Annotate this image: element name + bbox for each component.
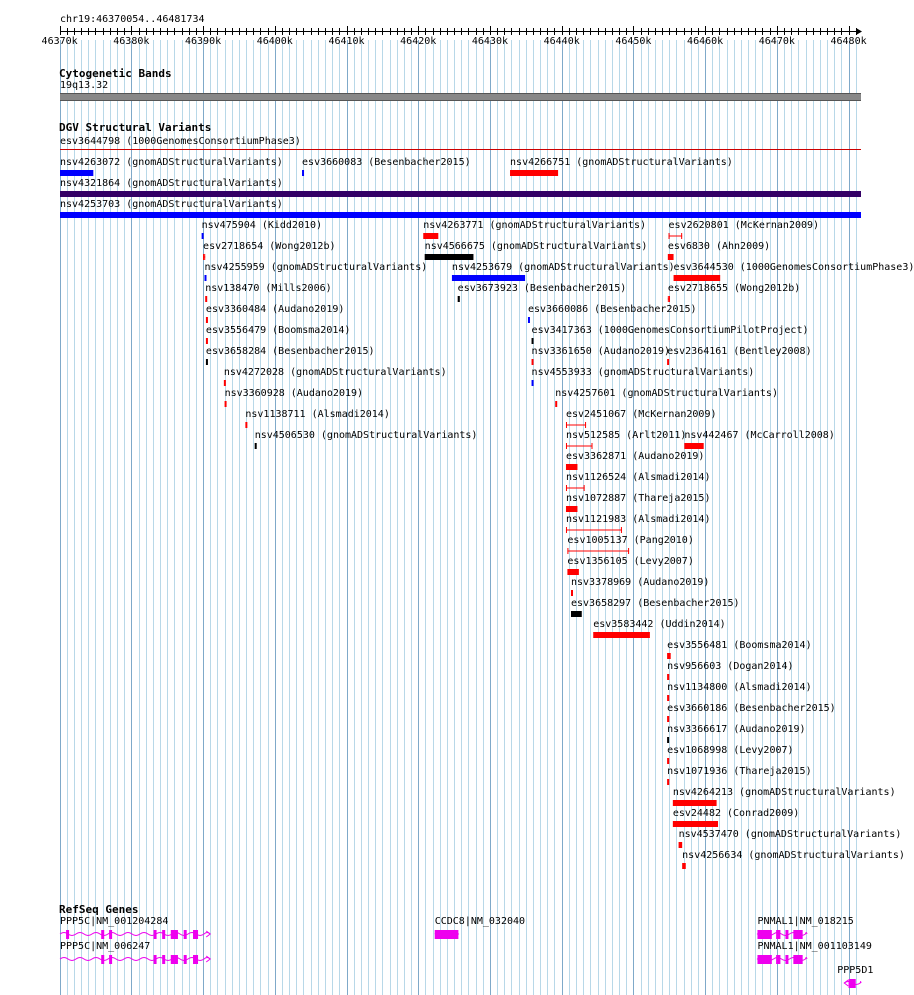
gene-exon[interactable]	[109, 930, 112, 939]
dgv-feature-label[interactable]: nsv512585 (Arlt2011)	[565, 430, 687, 441]
strand-arrow-icon	[206, 931, 210, 937]
gene-exon[interactable]	[793, 955, 802, 964]
gene-exon[interactable]	[101, 955, 104, 964]
gene-exon[interactable]	[757, 930, 771, 939]
gene-label[interactable]: PPP5C|NM_001204284	[60, 916, 169, 927]
ruler-tick-label: 46440k	[543, 36, 580, 47]
gene-exon[interactable]	[193, 930, 198, 939]
gene-label[interactable]: PPP5D1	[837, 965, 874, 976]
dgv-feature-label[interactable]: nsv1138711 (Alsmadi2014)	[245, 409, 390, 420]
refseq-track-title: RefSeq Genes	[59, 903, 139, 916]
strand-arrow-icon	[206, 956, 210, 962]
gene-exon[interactable]	[849, 979, 856, 988]
dgv-feature-label[interactable]: nsv1121983 (Alsmadi2014)	[565, 514, 711, 525]
dgv-track-title: DGV Structural Variants	[59, 121, 212, 134]
dgv-feature-label[interactable]: esv3417363 (1000GenomesConsortiumPilotProject)	[531, 325, 809, 336]
dgv-feature-label[interactable]: nsv4253703 (gnomADStructuralVariants)	[60, 199, 283, 210]
dgv-feature-label[interactable]: esv2718655 (Wong2012b)	[667, 283, 801, 294]
dgv-feature-label[interactable]: nsv4257601 (gnomADStructuralVariants)	[555, 388, 778, 399]
ruler-tick-label: 46430k	[471, 36, 508, 47]
gene-exon[interactable]	[184, 955, 187, 964]
ruler-tick-label: 46400k	[256, 36, 293, 47]
dgv-feature-label[interactable]: nsv475904 (Kidd2010)	[201, 220, 323, 231]
gene-exon[interactable]	[776, 930, 780, 939]
dgv-feature-label[interactable]: esv3658297 (Besenbacher2015)	[570, 598, 740, 609]
gene-label[interactable]: CCDC8|NM_032040	[434, 916, 526, 927]
dgv-feature-label[interactable]: esv3644798 (1000GenomesConsortiumPhase3)	[60, 136, 301, 147]
ruler-tick-label: 46480k	[830, 36, 867, 47]
dgv-feature-label[interactable]: nsv1071936 (Thareja2015)	[667, 766, 812, 777]
gene-exon[interactable]	[162, 930, 165, 939]
dgv-feature-label[interactable]: nsv4553933 (gnomADStructuralVariants)	[531, 367, 755, 378]
dgv-feature-label[interactable]: nsv4566675 (gnomADStructuralVariants)	[424, 241, 648, 252]
gene-exon[interactable]	[109, 955, 112, 964]
dgv-feature-label[interactable]: nsv4263771 (gnomADStructuralVariants)	[423, 220, 646, 231]
dgv-feature-label[interactable]: esv2718654 (Wong2012b)	[203, 241, 336, 252]
dgv-feature-label[interactable]: esv3360484 (Audano2019)	[205, 304, 345, 315]
dgv-feature-label[interactable]: nsv956603 (Dogan2014)	[667, 661, 794, 672]
dgv-feature-label[interactable]: nsv4255959 (gnomADStructuralVariants)	[204, 262, 428, 273]
cytoband-track-title: Cytogenetic Bands	[59, 67, 172, 80]
dgv-feature-label[interactable]: nsv4272028 (gnomADStructuralVariants)	[223, 367, 447, 378]
gene-label[interactable]: PNMAL1|NM_018215	[757, 916, 854, 927]
gene-intron	[60, 933, 210, 936]
dgv-feature-label[interactable]: nsv4506530 (gnomADStructuralVariants)	[254, 430, 478, 441]
dgv-feature-label[interactable]: esv3673923 (Besenbacher2015)	[457, 283, 627, 294]
dgv-feature-label[interactable]: nsv4266751 (gnomADStructuralVariants)	[510, 157, 733, 168]
dgv-feature-label[interactable]: nsv1134800 (Alsmadi2014)	[667, 682, 812, 693]
cytoband-label: 19q13.32	[60, 80, 109, 91]
gene-exon[interactable]	[435, 930, 459, 939]
strand-arrow-icon	[844, 980, 848, 986]
ruler-tick-label: 46390k	[184, 36, 222, 47]
dgv-feature-label[interactable]: nsv4253679 (gnomADStructuralVariants)	[451, 262, 675, 273]
ruler-tick-label: 46460k	[687, 36, 724, 47]
gene-exon[interactable]	[776, 955, 780, 964]
gene-exon[interactable]	[171, 955, 178, 964]
dgv-feature-label[interactable]: nsv4264213 (gnomADStructuralVariants)	[672, 787, 896, 798]
dgv-feature-label[interactable]: esv3658284 (Besenbacher2015)	[205, 346, 375, 357]
dgv-feature-label[interactable]: esv3660186 (Besenbacher2015)	[667, 703, 836, 714]
dgv-feature-label[interactable]: esv2451067 (McKernan2009)	[565, 409, 717, 420]
dgv-feature-label[interactable]: nsv3366617 (Audano2019)	[667, 724, 806, 735]
dgv-feature-label[interactable]: nsv4321864 (gnomADStructuralVariants)	[60, 178, 283, 189]
gene-exon[interactable]	[785, 955, 788, 964]
dgv-feature-label[interactable]: nsv1126524 (Alsmadi2014)	[565, 472, 711, 483]
gene-exon[interactable]	[162, 955, 165, 964]
dgv-feature-label[interactable]: nsv442467 (McCarroll2008)	[684, 430, 835, 441]
gene-label[interactable]: PPP5C|NM_006247	[60, 941, 151, 952]
ruler-tick-label: 46370k	[41, 36, 78, 47]
ruler-tick-label: 46470k	[758, 36, 795, 47]
dgv-feature-label[interactable]: nsv3361650 (Audano2019)	[531, 346, 671, 357]
location-label: chr19:46370054..46481734	[60, 14, 205, 25]
gene-exon[interactable]	[785, 930, 788, 939]
dgv-feature-label[interactable]: nsv4263072 (gnomADStructuralVariants)	[60, 157, 283, 168]
dgv-feature-label[interactable]: esv3556479 (Boomsma2014)	[205, 325, 351, 336]
ruler-tick-label: 46450k	[615, 36, 652, 47]
gene-exon[interactable]	[66, 930, 69, 939]
dgv-feature-label[interactable]: nsv3378969 (Audano2019)	[570, 577, 710, 588]
ruler-tick-label: 46420k	[400, 36, 437, 47]
dgv-feature-label[interactable]: esv3556481 (Boomsma2014)	[667, 640, 812, 651]
gene-exon[interactable]	[184, 930, 187, 939]
dgv-feature-label[interactable]: esv3644530 (1000GenomesConsortiumPhase3)	[673, 262, 914, 273]
dgv-feature-label[interactable]: esv3660086 (Besenbacher2015)	[527, 304, 697, 315]
dgv-feature-label[interactable]: esv2620801 (McKernan2009)	[668, 220, 820, 231]
dgv-feature-label[interactable]: nsv4256634 (gnomADStructuralVariants)	[682, 850, 905, 861]
dgv-feature-label[interactable]: esv3362871 (Audano2019)	[565, 451, 705, 462]
gene-exon[interactable]	[171, 930, 178, 939]
dgv-feature-label[interactable]: nsv3360928 (Audano2019)	[224, 388, 364, 399]
gene-intron	[60, 958, 210, 961]
dgv-feature-label[interactable]: nsv4537470 (gnomADStructuralVariants)	[678, 829, 902, 840]
gene-exon[interactable]	[101, 930, 104, 939]
dgv-feature-label[interactable]: esv24482 (Conrad2009)	[672, 808, 800, 819]
dgv-feature-label[interactable]: esv3660083 (Besenbacher2015)	[302, 157, 471, 168]
dgv-feature-label[interactable]: esv2364161 (Bentley2008)	[667, 346, 812, 357]
dgv-feature-label[interactable]: esv3583442 (Uddin2014)	[593, 619, 726, 630]
dgv-feature-label[interactable]: esv1356105 (Levy2007)	[567, 556, 694, 567]
gene-exon[interactable]	[154, 930, 157, 939]
dgv-feature-label[interactable]: nsv1072887 (Thareja2015)	[565, 493, 711, 504]
dgv-feature-label[interactable]: esv1005137 (Pang2010)	[567, 535, 694, 546]
gene-exon[interactable]	[793, 930, 802, 939]
gene-label[interactable]: PNMAL1|NM_001103149	[757, 941, 872, 952]
ruler-tick-label: 46410k	[328, 36, 365, 47]
dgv-feature-label[interactable]: nsv138470 (Mills2006)	[205, 283, 332, 294]
gene-exon[interactable]	[757, 955, 771, 964]
gene-exon[interactable]	[193, 955, 198, 964]
dgv-feature-label[interactable]: esv6830 (Ahn2009)	[667, 241, 771, 252]
dgv-feature-label[interactable]: esv1068998 (Levy2007)	[667, 745, 794, 756]
gene-exon[interactable]	[154, 955, 157, 964]
ruler-tick-label: 46380k	[113, 36, 150, 47]
